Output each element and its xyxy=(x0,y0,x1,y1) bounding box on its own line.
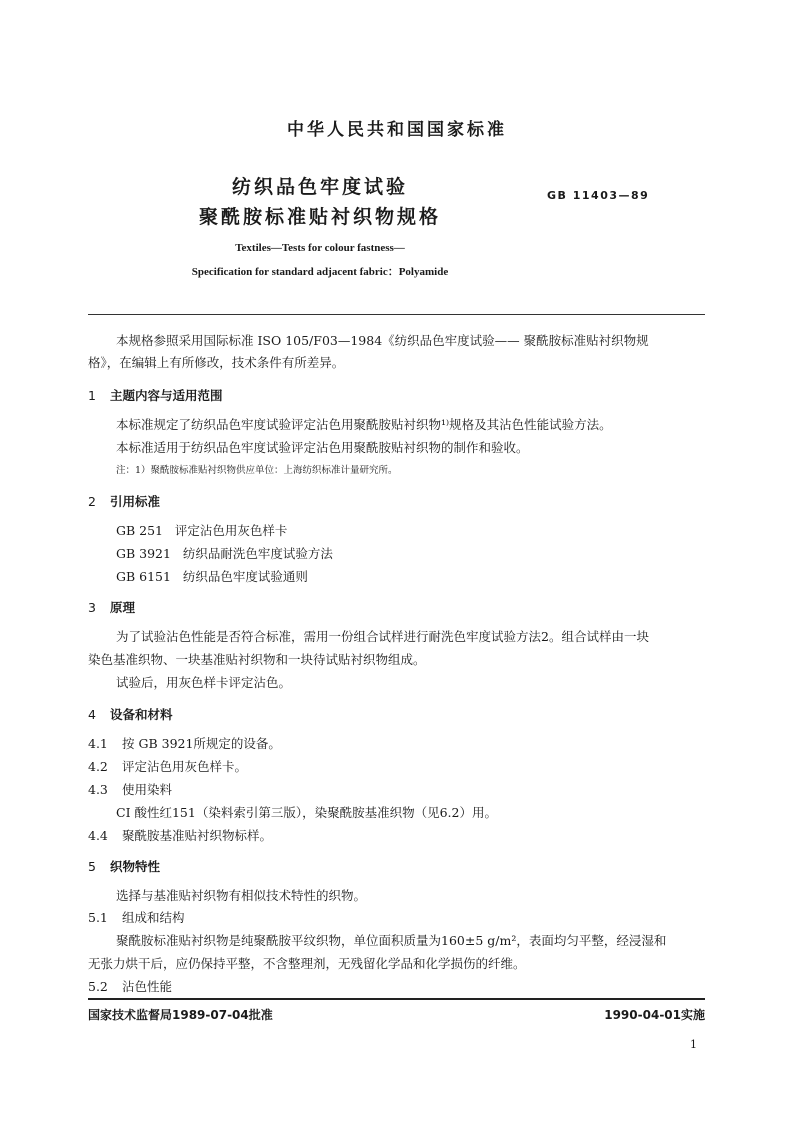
english-title-line2: Specification for standard adjacent fabric：Polyamide xyxy=(191,266,449,278)
section-3-para1-line2: 染色基准织物、一块基准贴衬织物和一块待试贴衬织物组成。 xyxy=(88,652,426,667)
section-1-heading xyxy=(88,386,223,404)
clause-text: 使用染料 xyxy=(122,782,173,797)
effective-date: 1990-04-01实施 xyxy=(604,1008,705,1022)
section-title: 织物特性 xyxy=(110,859,161,874)
section-number: 5 xyxy=(88,859,96,874)
section-3-heading xyxy=(88,598,135,616)
standard-org-title: 中华人民共和国国家标准 xyxy=(287,120,507,140)
clause-number: 5.1 xyxy=(88,910,108,925)
intro-line2: 格》，在编辑上有所修改，技术条件有所差异。 xyxy=(88,355,345,370)
clause-title: 组成和结构 xyxy=(122,910,185,925)
section-title: 原理 xyxy=(110,600,136,615)
document-title-line2: 聚酰胺标准贴衬织物规格 xyxy=(198,206,441,228)
standard-code: GB 11403—89 xyxy=(547,189,650,202)
section-1-para2: 本标准适用于纺织品色牢度试验评定沾色用聚酰胺贴衬织物的制作和验收。 xyxy=(116,440,529,455)
reference-item: GB 6151 纺织品色牢度试验通则 xyxy=(116,569,308,584)
clause-number: 4.2 xyxy=(88,759,108,774)
header-divider xyxy=(88,314,705,315)
page-number: 1 xyxy=(690,1038,697,1051)
section-1-para1: 本标准规定了纺织品色牢度试验评定沾色用聚酰胺贴衬织物¹⁾规格及其沾色性能试验方法。 xyxy=(116,417,612,432)
section-title: 设备和材料 xyxy=(110,707,173,722)
document-title-line1: 纺织品色牢度试验 xyxy=(231,176,408,198)
section-number: 4 xyxy=(88,707,96,722)
reference-item: GB 251 评定沾色用灰色样卡 xyxy=(116,523,288,538)
clause-5-1-line1: 聚酰胺标准贴衬织物是纯聚酰胺平纹织物，单位面积质量为160±5 g/m²，表面均匀平整，经浸湿和 xyxy=(116,933,667,948)
clause-text: 聚酰胺基准贴衬织物标样。 xyxy=(122,828,273,843)
clause-number: 4.4 xyxy=(88,828,108,843)
clause-5-1-line2: 无张力烘干后，应仍保持平整，不含整理剂，无残留化学品和化学损伤的纤维。 xyxy=(88,956,526,971)
section-4-heading xyxy=(88,705,173,723)
clause-5-2-heading xyxy=(88,976,172,998)
clause-4-3-detail: CI 酸性红151（染料索引第三版），染聚酰胺基准织物（见6.2）用。 xyxy=(116,805,497,820)
section-title: 引用标准 xyxy=(110,494,161,509)
section-3-para2: 试验后，用灰色样卡评定沾色。 xyxy=(116,675,292,690)
clause-4-4 xyxy=(88,825,272,847)
section-3-para1-line1: 为了试验沾色性能是否符合标准，需用一份组合试样进行耐洗色牢度试验方法2。组合试样由一块 xyxy=(116,629,649,644)
footer-divider xyxy=(88,998,705,1000)
clause-text: 评定沾色用灰色样卡。 xyxy=(122,759,248,774)
english-title-line1: Textiles—Tests for colour fastness— xyxy=(235,242,405,254)
section-number: 2 xyxy=(88,494,96,509)
section-1-footnote: 注：1）聚酰胺标准贴衬织物供应单位：上海纺织标准计量研究所。 xyxy=(116,465,398,476)
clause-4-3 xyxy=(88,779,172,801)
clause-title: 沾色性能 xyxy=(122,979,173,994)
intro-line1: 本规格参照采用国际标准 ISO 105/F03—1984《纺织品色牢度试验—— 聚酰胺标准贴衬织物规 xyxy=(116,333,649,348)
clause-4-2 xyxy=(88,756,247,778)
clause-number: 5.2 xyxy=(88,979,108,994)
section-5-heading xyxy=(88,857,160,875)
clause-4-1 xyxy=(88,733,281,755)
clause-5-1-heading xyxy=(88,907,185,929)
section-5-para1: 选择与基准贴衬织物有相似技术特性的织物。 xyxy=(116,888,367,903)
clause-number: 4.1 xyxy=(88,736,108,751)
section-number: 3 xyxy=(88,600,96,615)
section-2-heading xyxy=(88,492,160,510)
section-number: 1 xyxy=(88,388,96,403)
clause-text: 按 GB 3921所规定的设备。 xyxy=(122,736,281,751)
approval-date: 国家技术监督局1989-07-04批准 xyxy=(88,1008,273,1022)
section-title: 主题内容与适用范围 xyxy=(110,388,223,403)
clause-number: 4.3 xyxy=(88,782,108,797)
reference-item: GB 3921 纺织品耐洗色牢度试验方法 xyxy=(116,546,333,561)
